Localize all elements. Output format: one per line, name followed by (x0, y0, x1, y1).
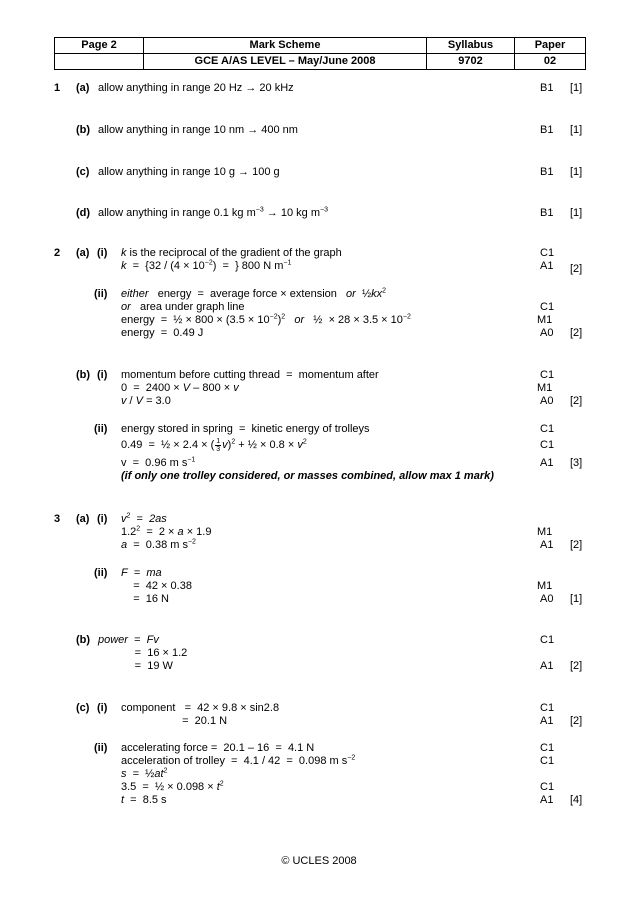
mark-code: A1 (540, 457, 554, 469)
mark-code: C1 (540, 702, 555, 714)
answer-text: either energy = average force × extension or $\frac{1}{2}kx^2$ (121, 287, 387, 300)
part-label: (c) (76, 702, 90, 714)
answer-text: or area under graph line (121, 301, 245, 313)
mark-total: [2] (570, 539, 583, 551)
part-label: (b) (76, 369, 91, 381)
mark-code: B1 (540, 207, 554, 219)
answer-text: v = 0.96 m $s^{-1}$ (121, 456, 196, 469)
answer-text: v / V = 3.0 (121, 395, 171, 407)
question-number: 2 (54, 247, 61, 259)
mark-code: A1 (540, 539, 554, 551)
answer-text: F = ma (121, 567, 162, 579)
answer-text: allow anything in range 20 Hz → 20 kHz (98, 82, 294, 94)
copyright-footer: © UCLES 2008 (281, 855, 357, 867)
mark-code: C1 (540, 423, 555, 435)
subpart-label: (i) (97, 369, 108, 381)
mark-code: M1 (537, 382, 553, 394)
answer-text: allow anything in range 0.1 kg $m^{-3} \to 10$ kg $m^{-3}$ (98, 206, 328, 219)
part-label: (a) (76, 82, 90, 94)
answer-text: $v^2 = 2as$ (121, 512, 167, 525)
subpart-label: (ii) (94, 742, 108, 754)
mark-total: [4] (570, 794, 583, 806)
part-label: (d) (76, 207, 91, 219)
mark-code: C1 (540, 742, 555, 754)
subpart-label: (ii) (94, 567, 108, 579)
paper-number: 02 (515, 54, 586, 70)
answer-text: = 20.1 N (121, 715, 228, 727)
answer-text: energy stored in spring = kinetic energy of trolleys (121, 423, 370, 435)
mark-scheme-label: Mark Scheme (144, 38, 427, 54)
part-label: (c) (76, 166, 90, 178)
answer-text: component = 42 × 9.8 × sin2.8 (121, 702, 280, 714)
mark-code: C1 (540, 439, 555, 451)
mark-total: [1] (570, 207, 583, 219)
mark-total: [3] (570, 457, 583, 469)
mark-total: [1] (570, 593, 583, 605)
answer-text: 0 = 2400 × V – 800 × v (121, 382, 239, 394)
syllabus-label: Syllabus (427, 38, 515, 54)
mark-code: B1 (540, 82, 554, 94)
fraction-one-third: $\frac{1}{3}$ (216, 437, 221, 453)
part-label: (b) (76, 124, 91, 136)
answer-text: $s = \frac{1}{2}at^2$ (121, 767, 168, 780)
mark-code: A0 (540, 593, 554, 605)
mark-total: [2] (570, 715, 583, 727)
question-number: 1 (54, 82, 61, 94)
answer-text: power = Fv (98, 634, 159, 646)
mark-total: [2] (570, 263, 583, 275)
mark-code: C1 (540, 301, 555, 313)
part-label: (a) (76, 513, 90, 525)
header-blank (55, 54, 144, 70)
answer-text: accelerating force = 20.1 – 16 = 4.1 N (121, 742, 315, 754)
mark-code: C1 (540, 755, 555, 767)
subpart-label: (ii) (94, 423, 108, 435)
answer-text: a = 0.38 m $s^{-2}$ (121, 538, 196, 551)
answer-text: = 16 × 1.2 (98, 647, 188, 659)
answer-text: k is the reciprocal of the gradient of the graph (121, 247, 342, 259)
marking-note: (if only one trolley considered, or masses combined, allow max 1 mark) (121, 470, 494, 482)
answer-text: 0.49 = ½ × 2.4 × ( $\frac{1}{3}$ v)$^2$ + ½ × $0.8 \times v^2$ (121, 437, 307, 453)
subpart-label: (ii) (94, 288, 108, 300)
mark-code: A1 (540, 794, 554, 806)
mark-code: M1 (537, 526, 553, 538)
answer-text: = 42 × 0.38 (121, 580, 192, 592)
syllabus-code: 9702 (427, 54, 515, 70)
answer-text: 3.5 = ½ × $0.098 \times t^2$ (121, 780, 224, 793)
mark-code: B1 (540, 166, 554, 178)
answer-text: energy = 0.49 J (121, 327, 204, 339)
answer-text: allow anything in range 10 g → 100 g (98, 166, 280, 178)
subpart-label: (i) (97, 702, 108, 714)
mark-total: [1] (570, 82, 583, 94)
mark-code: A1 (540, 260, 554, 272)
mark-total: [2] (570, 395, 583, 407)
exam-title: GCE A/AS LEVEL – May/June 2008 (144, 54, 427, 70)
answer-text: acceleration of trolley = 4.1 / 42 = 0.098 m $s^{-2}$ (121, 754, 356, 767)
page-label: Page 2 (55, 38, 144, 54)
mark-code: M1 (537, 580, 553, 592)
mark-code: C1 (540, 634, 555, 646)
answer-text: t = 8.5 s (121, 794, 167, 806)
mark-total: [1] (570, 166, 583, 178)
answer-text: allow anything in range 10 nm → 400 nm (98, 124, 298, 136)
part-label: (b) (76, 634, 91, 646)
mark-code: B1 (540, 124, 554, 136)
mark-code: A0 (540, 395, 554, 407)
mark-code: C1 (540, 247, 555, 259)
mark-code: M1 (537, 314, 553, 326)
mark-total: [2] (570, 327, 583, 339)
part-label: (a) (76, 247, 90, 259)
mark-total: [2] (570, 660, 583, 672)
subpart-label: (i) (97, 513, 108, 525)
mark-total: [1] (570, 124, 583, 136)
mark-code: A0 (540, 327, 554, 339)
answer-text: $1.2^2 = 2 \times a \times 1.9$ (121, 525, 212, 538)
subpart-label: (i) (97, 247, 108, 259)
answer-text: = 16 N (121, 593, 169, 605)
mark-code: A1 (540, 660, 554, 672)
answer-text: energy = ½ × $800 \times (3.5 \times 10^{-2})^2$ or ½ × $28 \times 3.5 \times 10^{-2}$ (121, 313, 411, 326)
paper-label: Paper (515, 38, 586, 54)
header-table (54, 37, 586, 70)
mark-code: C1 (540, 781, 555, 793)
question-number: 3 (54, 513, 61, 525)
answer-text: momentum before cutting thread = momentum after (121, 369, 379, 381)
mark-code: C1 (540, 369, 555, 381)
answer-text: = 19 W (98, 660, 173, 672)
mark-code: A1 (540, 715, 554, 727)
answer-text: $k = \{32 / (4 \times 10^{-2})$ = } 800 N $m^{-1}$ (121, 259, 292, 272)
